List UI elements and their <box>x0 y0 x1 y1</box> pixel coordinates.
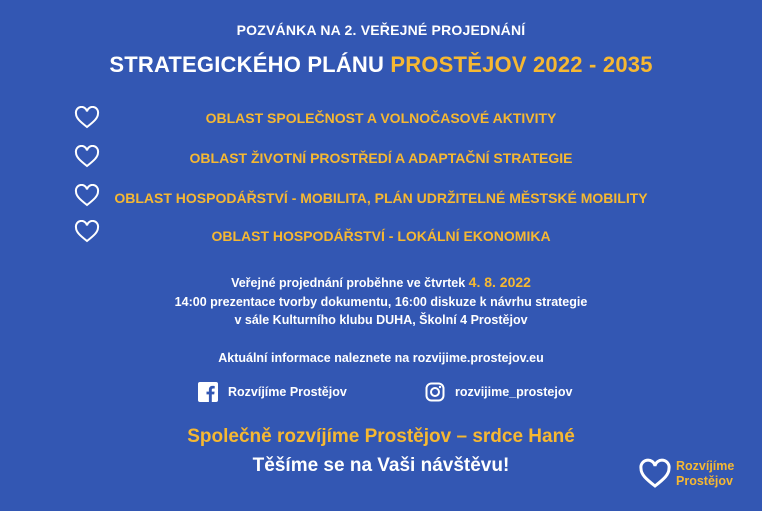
invitation-heading: POZVÁNKA NA 2. VEŘEJNÉ PROJEDNÁNÍ <box>236 22 526 38</box>
event-program: 14:00 prezentace tvorby dokumentu, 16:00 diskuze k návrhu strategie <box>174 295 588 309</box>
event-date-text: Veřejné projednání proběhne ve čtvrtek <box>231 276 469 290</box>
page-title <box>0 52 762 78</box>
area-item-3: OBLAST HOSPODÁŘSTVÍ - MOBILITA, PLÁN UDRŽITELNÉ MĚSTSKÉ MOBILITY <box>114 190 648 206</box>
page-title-part2: PROSTĚJOV 2022 - 2035 <box>390 52 653 77</box>
facebook-icon <box>198 382 218 402</box>
instagram-label: rozvijime_prostejov <box>455 385 573 399</box>
instagram-link[interactable] <box>425 382 572 402</box>
slogan-secondary: Těšíme se na Vaši návštěvu! <box>252 455 510 476</box>
facebook-link[interactable] <box>198 382 347 402</box>
info-website: Aktuální informace naleznete na rozvijime.prostejov.eu <box>218 351 544 365</box>
area-item-1: OBLAST SPOLEČNOST A VOLNOČASOVÉ AKTIVITY <box>205 110 557 126</box>
area-item-4: OBLAST HOSPODÁŘSTVÍ - LOKÁLNÍ EKONOMIKA <box>211 228 551 244</box>
facebook-label: Rozvíjíme Prostějov <box>228 385 347 399</box>
page-title-part1: STRATEGICKÉHO PLÁNU <box>109 52 391 77</box>
area-item-2: OBLAST ŽIVOTNÍ PROSTŘEDÍ A ADAPTAČNÍ STRATEGIE <box>189 150 573 166</box>
heart-logo-icon <box>638 458 672 490</box>
logo-text-line1: Rozvíjíme <box>676 459 735 473</box>
brand-logo <box>638 458 734 490</box>
logo-text-line2: Prostějov <box>676 474 733 488</box>
slogan-primary: Společně rozvíjíme Prostějov – srdce Hané <box>187 426 575 447</box>
event-venue: v sále Kulturního klubu DUHA, Školní 4 Prostějov <box>234 313 528 327</box>
event-date: 4. 8. 2022 <box>468 274 531 290</box>
instagram-icon <box>425 382 445 402</box>
event-date-line <box>0 274 762 292</box>
